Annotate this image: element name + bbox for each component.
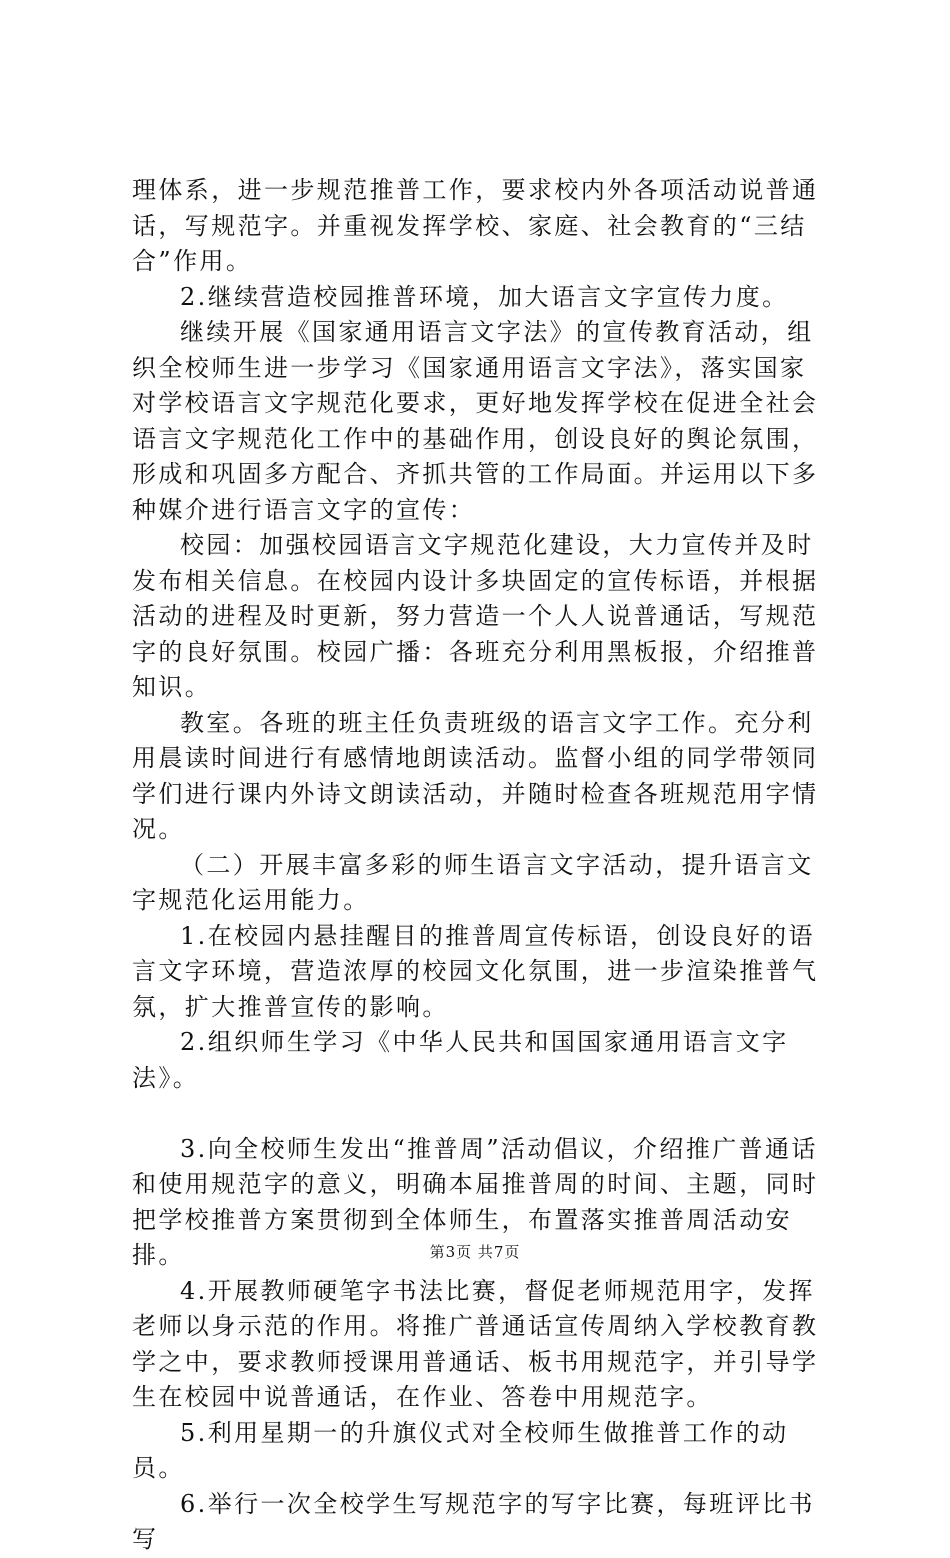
paragraph-item-5: 5.利用星期一的升旗仪式对全校师生做推普工作的动员。: [132, 1418, 789, 1482]
document-body: [132, 173, 832, 1558]
blank-line: [132, 1096, 832, 1132]
paragraph-item-4: 4.开展教师硬笔字书法比赛，督促老师规范用字，发挥老师以身示范的作用。将推广普通话宣传周纳入学校教育教学之中，要求教师授课用普通话、板书用规范字，并引导学生在校园中说普通话，在作业、答卷中用规范字。: [132, 1276, 819, 1411]
paragraph-item-2-heading: 2.继续营造校园推普环境，加大语言文字宣传力度。: [180, 282, 789, 311]
paragraph-campus: 校园：加强校园语言文字规范化建设，大力宣传并及时发布相关信息。在校园内设计多块固定的宣传标语，并根据活动的进程及时更新，努力营造一个人人说普通话，写规范字的良好氛围。校园广播：各班充分利用黑板报，介绍推普知识。: [132, 531, 819, 701]
paragraph-item-2: 2.组织师生学习《中华人民共和国国家通用语言文字法》。: [132, 1028, 789, 1092]
paragraph-item-6: 6.举行一次全校学生写规范字的写字比赛，每班评比书写: [132, 1489, 815, 1553]
section-heading-two: （二）开展丰富多彩的师生语言文字活动，提升语言文字规范化运用能力。: [132, 850, 814, 914]
paragraph-law-promotion: 继续开展《国家通用语言文字法》的宣传教育活动，组织全校师生进一步学习《国家通用语言文字法》，落实国家对学校语言文字规范化要求，更好地发挥学校在促进全社会语言文字规范化工作中的基础作用，创设良好的舆论氛围，形成和巩固多方配合、齐抓共管的工作局面。并运用以下多种媒介进行语言文字的宣传：: [132, 318, 819, 524]
paragraph-classroom: 教室。各班的班主任负责班级的语言文字工作。充分利用晨读时间进行有感情地朗读活动。监督小组的同学带领同学们进行课内外诗文朗读活动，并随时检查各班规范用字情况。: [132, 708, 819, 843]
paragraph-continuation: 理体系，进一步规范推普工作，要求校内外各项活动说普通话，写规范字。并重视发挥学校、家庭、社会教育的“三结合”作用。: [132, 176, 819, 275]
paragraph-item-3: 3.向全校师生发出“推普周”活动倡议，介绍推广普通话和使用规范字的意义，明确本届推普周的时间、主题，同时把学校推普方案贯彻到全体师生，布置落实推普周活动安排。: [132, 1134, 819, 1269]
paragraph-item-1: 1.在校园内悬挂醒目的推普周宣传标语，创设良好的语言文字环境，营造浓厚的校园文化氛围，进一步渲染推普气氛，扩大推普宣传的影响。: [132, 921, 819, 1021]
page-footer: 第3页 共7页: [429, 1243, 521, 1261]
